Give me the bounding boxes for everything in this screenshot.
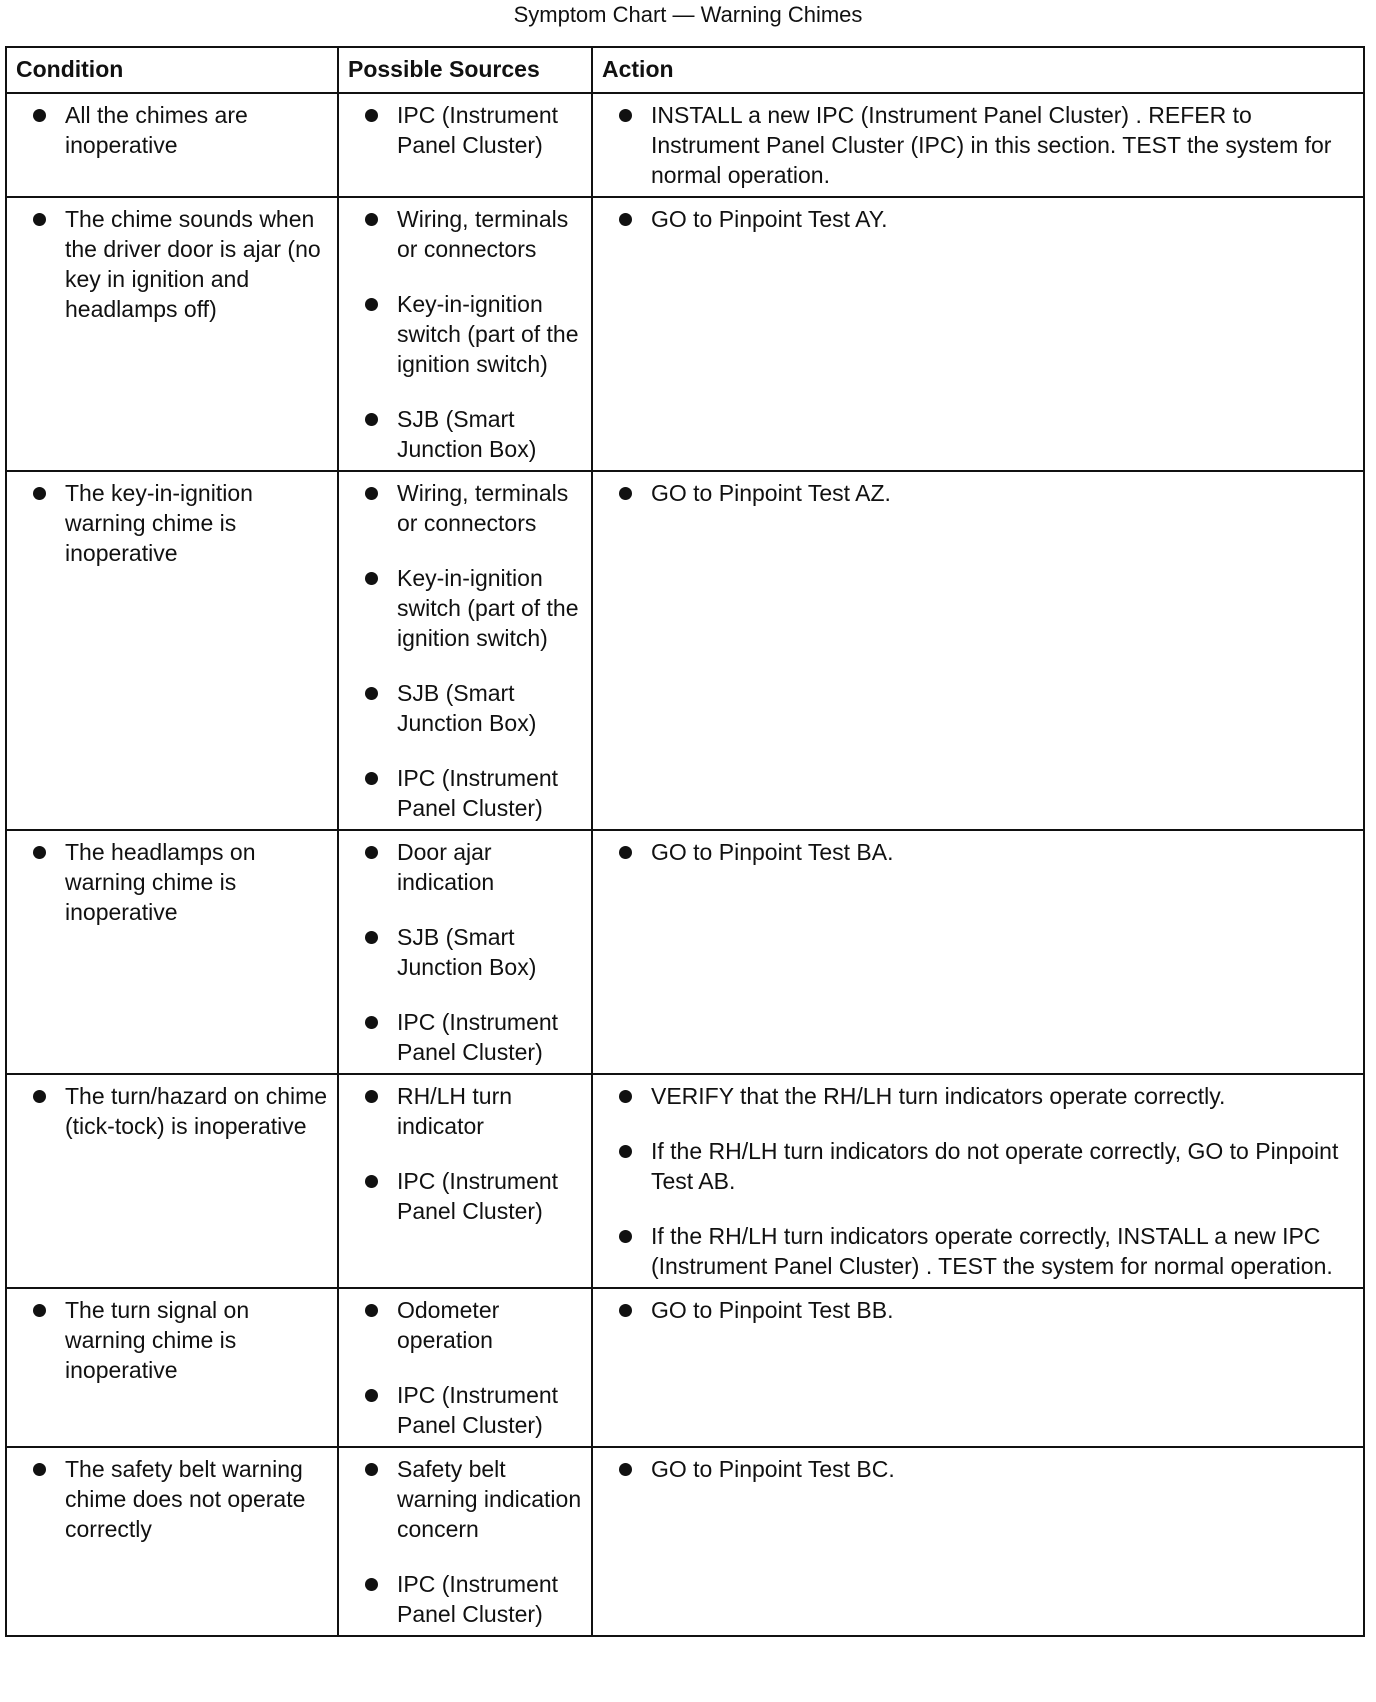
sources-cell [338,1447,592,1636]
condition-cell-list [7,204,329,324]
action-cell-list [593,478,1355,508]
action-cell-list [593,837,1355,867]
action-cell [592,93,1364,197]
bullet-item: SJB (Smart Junction Box) [339,404,583,464]
condition-cell [6,93,338,197]
condition-cell [6,1447,338,1636]
header-row [6,47,1364,93]
bullet-item: IPC (Instrument Panel Cluster) [339,1007,583,1067]
sources-cell-list [339,837,583,1067]
action-cell [592,197,1364,471]
action-cell-list [593,204,1355,234]
bullet-item: GO to Pinpoint Test BA. [593,837,1355,867]
bullet-item: The turn/hazard on chime (tick-tock) is inoperative [7,1081,329,1141]
condition-cell [6,471,338,830]
action-cell [592,471,1364,830]
bullet-item: INSTALL a new IPC (Instrument Panel Cluster) . REFER to Instrument Panel Cluster (IPC) in this section. TEST the system for normal operation. [593,100,1355,190]
condition-header: Condition [6,47,338,93]
bullet-item: The chime sounds when the driver door is ajar (no key in ignition and headlamps off) [7,204,329,324]
table-row [6,197,1364,471]
action-cell-list [593,1081,1355,1281]
bullet-item: IPC (Instrument Panel Cluster) [339,763,583,823]
bullet-item: The safety belt warning chime does not operate correctly [7,1454,329,1544]
bullet-item: If the RH/LH turn indicators operate correctly, INSTALL a new IPC (Instrument Panel Cluster) . TEST the system for normal operation. [593,1221,1355,1281]
sources-cell [338,197,592,471]
bullet-item: All the chimes are inoperative [7,100,329,160]
sources-cell [338,830,592,1074]
action-cell [592,830,1364,1074]
condition-cell-list [7,1295,329,1385]
bullet-item: Door ajar indication [339,837,583,897]
sources-header: Possible Sources [338,47,592,93]
table-row [6,471,1364,830]
bullet-item: SJB (Smart Junction Box) [339,922,583,982]
condition-cell-list [7,100,329,160]
bullet-item: VERIFY that the RH/LH turn indicators operate correctly. [593,1081,1355,1111]
sources-cell-list [339,204,583,464]
action-cell [592,1074,1364,1288]
bullet-item: GO to Pinpoint Test AY. [593,204,1355,234]
condition-cell-list [7,1454,329,1544]
bullet-item: If the RH/LH turn indicators do not operate correctly, GO to Pinpoint Test AB. [593,1136,1355,1196]
sources-cell-list [339,1454,583,1629]
bullet-item: IPC (Instrument Panel Cluster) [339,1569,583,1629]
action-cell-list [593,100,1355,190]
bullet-item: The headlamps on warning chime is inoperative [7,837,329,927]
bullet-item: The key-in-ignition warning chime is inoperative [7,478,329,568]
chart-title: Symptom Chart — Warning Chimes [513,2,863,27]
sources-cell [338,471,592,830]
bullet-item: Safety belt warning indication concern [339,1454,583,1544]
bullet-item: The turn signal on warning chime is inoperative [7,1295,329,1385]
sources-cell-list [339,1295,583,1440]
sources-cell [338,93,592,197]
bullet-item: IPC (Instrument Panel Cluster) [339,1380,583,1440]
bullet-item: GO to Pinpoint Test BC. [593,1454,1355,1484]
condition-cell-list [7,837,329,927]
bullet-item: IPC (Instrument Panel Cluster) [339,100,583,160]
symptom-chart-table [5,46,1365,1637]
sources-cell-list [339,100,583,160]
table-row [6,1074,1364,1288]
condition-cell [6,1074,338,1288]
table-body [6,93,1364,1636]
condition-cell-list [7,1081,329,1141]
sources-cell [338,1288,592,1447]
bullet-item: GO to Pinpoint Test AZ. [593,478,1355,508]
action-cell [592,1288,1364,1447]
condition-cell [6,830,338,1074]
table-row [6,1447,1364,1636]
table-row [6,1288,1364,1447]
condition-cell [6,1288,338,1447]
condition-cell-list [7,478,329,568]
sources-cell-list [339,478,583,823]
bullet-item: SJB (Smart Junction Box) [339,678,583,738]
bullet-item: Wiring, terminals or connectors [339,204,583,264]
bullet-item: Key-in-ignition switch (part of the ignition switch) [339,563,583,653]
condition-cell [6,197,338,471]
action-header: Action [592,47,1364,93]
table-row [6,93,1364,197]
bullet-item: IPC (Instrument Panel Cluster) [339,1166,583,1226]
sources-cell [338,1074,592,1288]
bullet-item: GO to Pinpoint Test BB. [593,1295,1355,1325]
action-cell-list [593,1454,1355,1484]
action-cell [592,1447,1364,1636]
bullet-item: Wiring, terminals or connectors [339,478,583,538]
table-row [6,830,1364,1074]
sources-cell-list [339,1081,583,1226]
bullet-item: Key-in-ignition switch (part of the ignition switch) [339,289,583,379]
bullet-item: Odometer operation [339,1295,583,1355]
bullet-item: RH/LH turn indicator [339,1081,583,1141]
action-cell-list [593,1295,1355,1325]
